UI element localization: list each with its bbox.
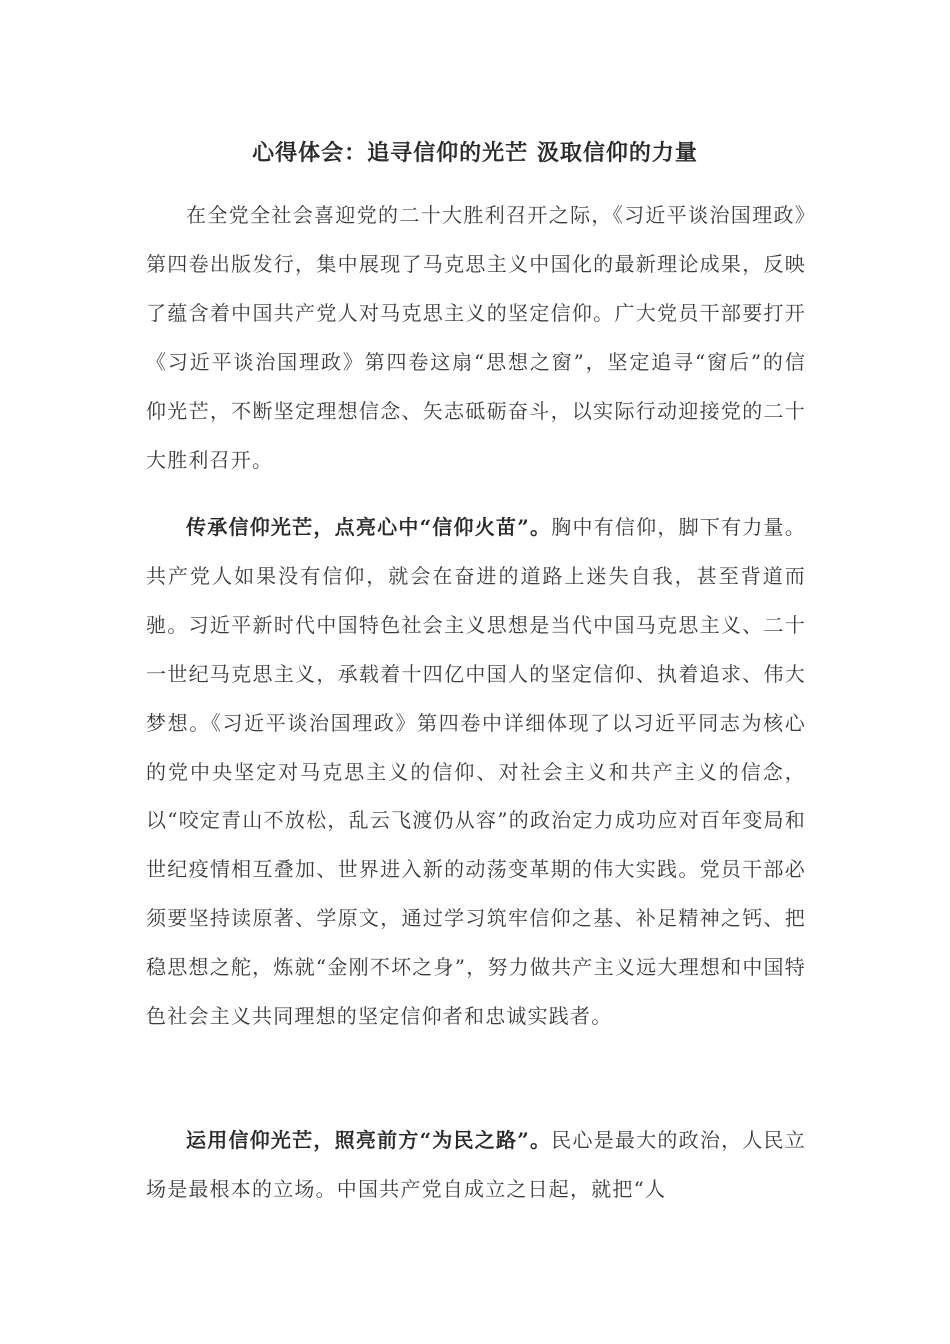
paragraph-intro: [146, 191, 806, 484]
paragraph-body: 民心是最大的政治，人民立场是最根本的立场。中国共产党自成立之日起，就把“人: [146, 1128, 806, 1201]
paragraph-apply-faith: [146, 1116, 806, 1216]
paragraph-heading: 运用信仰光芒，照亮前方“为民之路”。: [186, 1128, 552, 1152]
paragraph-intro-text: 在全党全社会喜迎党的二十大胜利召开之际，《习近平谈治国理政》第四卷出版发行，集中展现了马克思主义中国化的最新理论成果，反映了蕴含着中国共产党人对马克思主义的坚定信仰。广大党员干部要打开《习近平谈治国理政》第四卷这扇“思想之窗”，坚定追寻“窗后”的信仰光芒，不断坚定理想信念、矢志砥砺奋斗，以实际行动迎接党的二十大胜利召开。: [146, 203, 806, 472]
paragraph-inherit-faith: [146, 503, 806, 1041]
paragraph-body: 胸中有信仰，脚下有力量。共产党人如果没有信仰，就会在奋进的道路上迷失自我，甚至背道而驰。习近平新时代中国特色社会主义思想是当代中国马克思主义、二十一世纪马克思主义，承载着十四亿中国人的坚定信仰、执着追求、伟大梦想。《习近平谈治国理政》第四卷中详细体现了以习近平同志为核心的党中央坚定对马克思主义的信仰、对社会主义和共产主义的信念，以“咬定青山不放松，乱云飞渡仍从容”的政治定力成功应对百年变局和世纪疫情相互叠加、世界进入新的动荡变革期的伟大实践。党员干部必须要坚持读原著、学原文，通过学习筑牢信仰之基、补足精神之钙、把稳思想之舵，炼就“金刚不坏之身”，努力做共产主义远大理想和中国特色社会主义共同理想的坚定信仰者和忠诚实践者。: [146, 515, 806, 1029]
paragraph-heading: 传承信仰光芒，点亮心中“信仰火苗”。: [186, 515, 552, 539]
document-title: 心得体会：追寻信仰的光芒 汲取信仰的力量: [252, 141, 698, 166]
